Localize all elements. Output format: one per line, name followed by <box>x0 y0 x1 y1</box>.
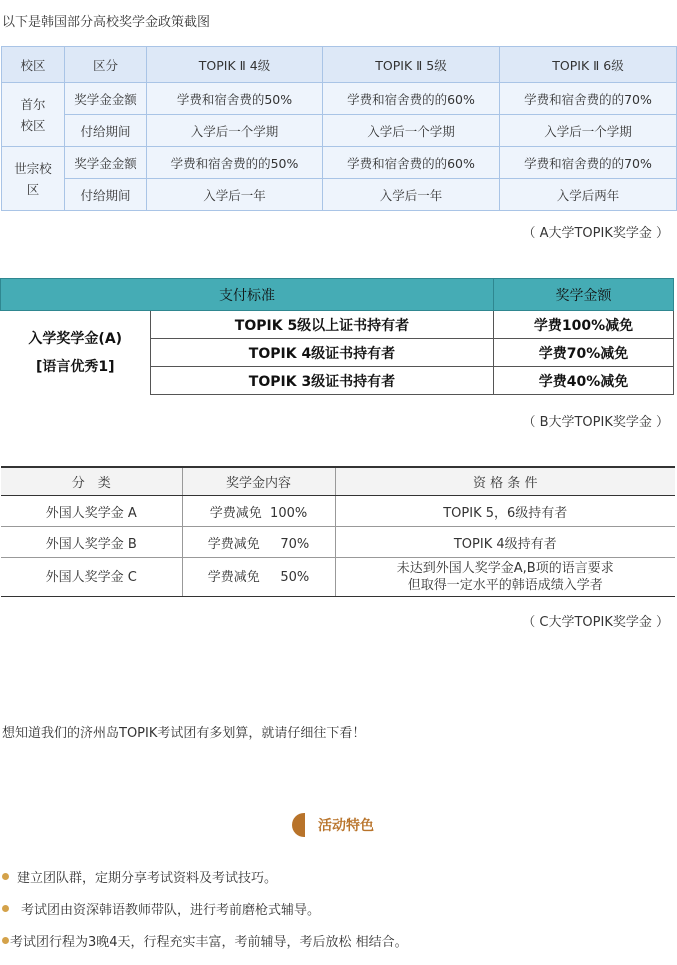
header-campus: 校区 <box>2 47 65 83</box>
cell-content: 学费减免 50% <box>182 558 335 597</box>
table-row <box>2 179 677 211</box>
caption-a: （ A大学TOPIK奖学金 ） <box>522 226 669 241</box>
cell-value: 学费和宿舍费的的70% <box>500 83 677 115</box>
bullet-dot-icon <box>2 905 9 912</box>
cell-value: 学费和宿舍费的的70% <box>500 147 677 179</box>
section-title-text: 活动特色 <box>318 818 374 834</box>
scholarship-table-c <box>1 466 675 597</box>
cell-content: 学费减免 70% <box>182 527 335 558</box>
cell-value: 学费和宿舍费的的50% <box>147 147 323 179</box>
row-type: 付给期间 <box>65 179 147 211</box>
caption-c: （ C大学TOPIK奖学金 ） <box>522 615 669 630</box>
cell-value: 入学后两年 <box>500 179 677 211</box>
list-item-text: 考试团行程为3晚4天，行程充实丰富，考前辅导，考后放松 相结合。 <box>10 935 408 950</box>
campus-sejong: 世宗校区 <box>2 147 65 211</box>
condition-line1: 未达到外国人奖学金A,B项的语言要求 <box>396 561 614 576</box>
cell-condition: TOPIK 4级持有者 <box>335 527 675 558</box>
scholarship-name <box>1 311 151 395</box>
condition-line2: 但取得一定水平的韩语成绩入学者 <box>407 578 603 593</box>
cell-category: 外国人奖学金 A <box>1 496 182 527</box>
cell-value: 入学后一年 <box>147 179 323 211</box>
table-row <box>2 83 677 115</box>
header-condition: 资 格 条 件 <box>335 467 675 496</box>
section-title <box>292 812 374 838</box>
list-item-text: 建立团队群，定期分享考试资料及考试技巧。 <box>17 871 278 886</box>
header-topik4: TOPIK Ⅱ 4级 <box>147 47 323 83</box>
caption-b: （ B大学TOPIK奖学金 ） <box>522 415 669 430</box>
cell-amount: 学费100%减免 <box>494 311 674 339</box>
table-row <box>1 527 675 558</box>
cell-amount: 学费70%减免 <box>494 339 674 367</box>
cell-standard: TOPIK 3级证书持有者 <box>151 367 494 395</box>
table-header-row <box>1 467 675 496</box>
header-type: 区分 <box>65 47 147 83</box>
campus-seoul: 首尔校区 <box>2 83 65 147</box>
cell-value: 入学后一个学期 <box>323 115 500 147</box>
header-topik6: TOPIK Ⅱ 6级 <box>500 47 677 83</box>
scholarship-table-a <box>1 46 677 211</box>
bullet-dot-icon <box>2 873 9 880</box>
half-circle-icon <box>292 813 305 837</box>
table-row <box>1 311 674 339</box>
table-row <box>2 147 677 179</box>
intro-text: 以下是韩国部分高校奖学金政策截图 <box>2 15 211 30</box>
cell-value: 学费和宿舍费的的60% <box>323 147 500 179</box>
list-item <box>2 867 277 886</box>
cell-amount: 学费40%减免 <box>494 367 674 395</box>
header-amount: 奖学金额 <box>494 279 674 311</box>
list-item-text: 考试团由资深韩语教师带队，进行考前磨枪式辅导。 <box>21 903 321 918</box>
scholarship-name-line2: [语言优秀1] <box>35 358 115 375</box>
list-item <box>2 931 408 950</box>
cell-standard: TOPIK 5级以上证书持有者 <box>151 311 494 339</box>
scholarship-name-line1: 入学奖学金(A) <box>28 330 123 347</box>
cell-content: 学费减免 100% <box>182 496 335 527</box>
cell-value: 学费和宿舍费的的60% <box>323 83 500 115</box>
row-type: 付给期间 <box>65 115 147 147</box>
table-header-row <box>1 279 674 311</box>
promo-text: 想知道我们的济州岛TOPIK考试团有多划算，就请仔细往下看！ <box>2 726 366 741</box>
bullet-dot-icon <box>2 937 9 944</box>
header-standard: 支付标准 <box>1 279 494 311</box>
table-header-row <box>2 47 677 83</box>
header-category: 分 类 <box>1 467 182 496</box>
cell-condition <box>335 558 675 597</box>
cell-value: 入学后一个学期 <box>500 115 677 147</box>
row-type: 奖学金金额 <box>65 83 147 115</box>
cell-standard: TOPIK 4级证书持有者 <box>151 339 494 367</box>
cell-category: 外国人奖学金 C <box>1 558 182 597</box>
list-item <box>2 899 320 918</box>
cell-value: 入学后一年 <box>323 179 500 211</box>
header-content: 奖学金内容 <box>182 467 335 496</box>
header-topik5: TOPIK Ⅱ 5级 <box>323 47 500 83</box>
row-type: 奖学金金额 <box>65 147 147 179</box>
cell-value: 入学后一个学期 <box>147 115 323 147</box>
table-row <box>1 558 675 597</box>
cell-value: 学费和宿舍费的50% <box>147 83 323 115</box>
table-row <box>1 496 675 527</box>
cell-category: 外国人奖学金 B <box>1 527 182 558</box>
cell-condition: TOPIK 5，6级持有者 <box>335 496 675 527</box>
table-row <box>2 115 677 147</box>
scholarship-table-b <box>0 278 674 395</box>
